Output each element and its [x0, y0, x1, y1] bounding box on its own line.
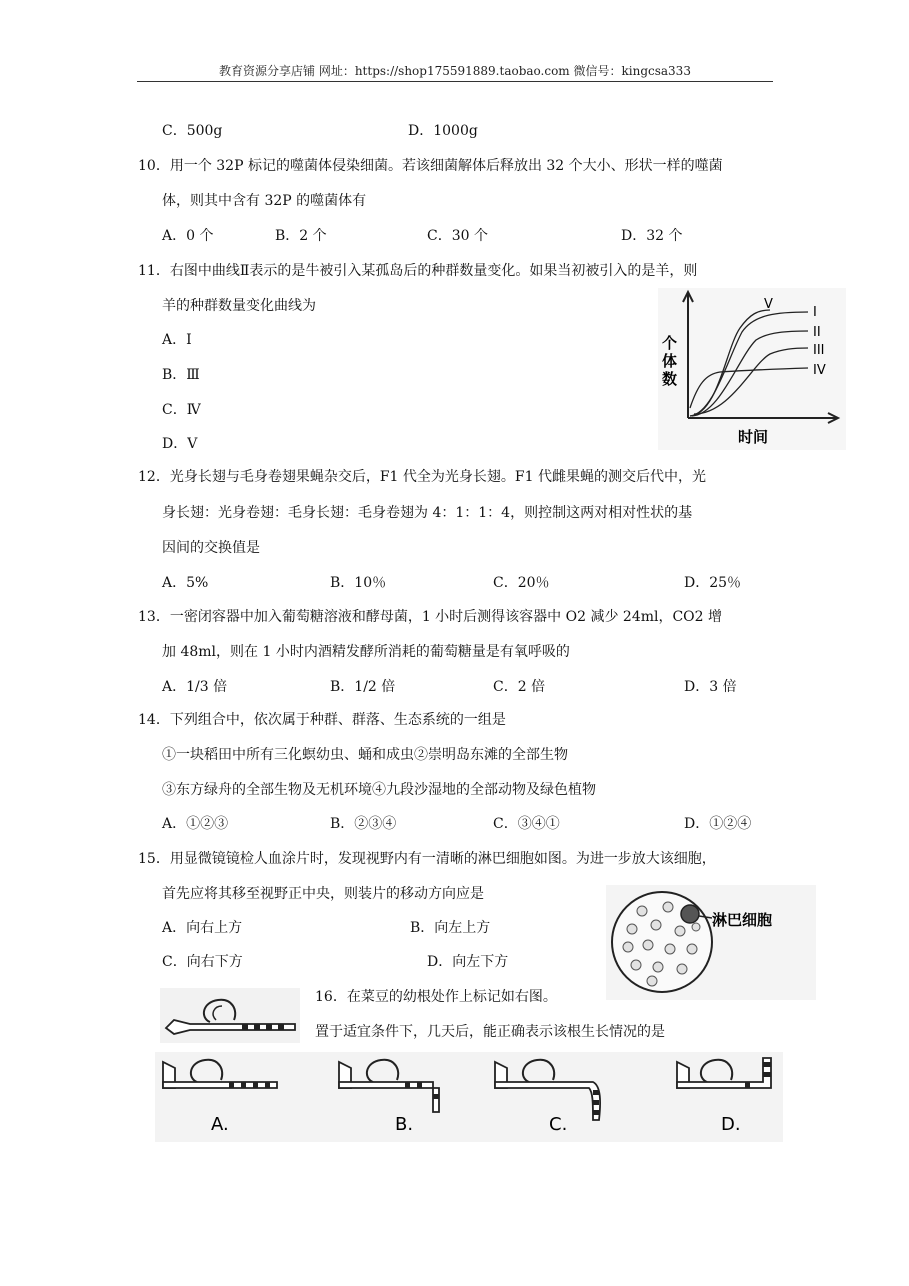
root-mark	[254, 1024, 260, 1030]
q12-stem-line1: 12．光身长翅与毛身卷翅果蝇杂交后，F1 代全为光身长翅。F1 代雌果蝇的测交后代中，光	[138, 469, 706, 485]
choice-label-b: B.	[395, 1114, 414, 1135]
red-blood-cell	[651, 920, 661, 930]
bean-root-marked-figure	[160, 988, 300, 1043]
q15-stem-line1: 15．用显微镜镜检人血涂片时，发现视野内有一清晰的淋巴细胞如图。为进一步放大该细胞，	[138, 851, 716, 867]
q15-option-c: C．向右下方	[162, 954, 243, 970]
red-blood-cell	[653, 962, 663, 972]
curve-label-v: V	[764, 297, 773, 312]
red-blood-cell	[665, 944, 675, 954]
q11-option-c: C．Ⅳ	[162, 402, 201, 418]
red-blood-cell	[647, 976, 657, 986]
q11-option-a: A．I	[162, 332, 192, 348]
q16-stem-line2: 置于适宜条件下，几天后，能正确表示该根生长情况的是	[315, 1024, 665, 1040]
ylabel-char-3: 数	[662, 370, 678, 388]
curve-label-iv: IV	[813, 363, 826, 378]
q14-stem-line1: 14．下列组合中，依次属于种群、群落、生态系统的一组是	[138, 712, 506, 728]
header-rule	[137, 81, 773, 82]
q12-option-c: C．20％	[493, 575, 550, 591]
q12-option-a: A．5%	[162, 575, 209, 591]
q13-stem-line2: 加 48ml，则在 1 小时内酒精发酵所消耗的葡萄糖量是有氧呼吸的	[162, 644, 570, 660]
red-blood-cell	[692, 923, 700, 931]
q15-option-b: B．向左上方	[410, 920, 491, 936]
lymphocyte-label: 淋巴细胞	[712, 911, 773, 929]
q15-stem-line2: 首先应将其移至视野正中央，则装片的移动方向应是	[162, 886, 484, 902]
q10-stem-line1: 10．用一个 32P 标记的噬菌体侵染细菌。若该细菌解体后释放出 32 个大小、形状一样的噬菌	[138, 158, 723, 174]
q14-stem-line3: ③东方绿舟的全部生物及无机环境④九段沙湿地的全部动物及绿色植物	[162, 782, 596, 798]
q12-option-b: B．10％	[330, 575, 387, 591]
root	[163, 1082, 277, 1088]
red-blood-cell	[637, 906, 647, 916]
q14-option-b: B．②③④	[330, 816, 397, 832]
root-mark	[266, 1024, 272, 1030]
q13-option-c: C．2 倍	[493, 679, 546, 695]
red-blood-cell	[663, 902, 673, 912]
red-blood-cell	[675, 926, 685, 936]
q10-option-c: C．30 个	[427, 228, 488, 244]
q13-option-a: A．1/3 倍	[162, 679, 228, 695]
q11-stem-line2: 羊的种群数量变化曲线为	[162, 298, 316, 314]
choice-label-a: A.	[211, 1114, 229, 1135]
q14-option-c: C．③④①	[493, 816, 560, 832]
q10-option-d: D．32 个	[621, 228, 683, 244]
red-blood-cell	[631, 960, 641, 970]
q9-option-c: C．500g	[162, 123, 223, 139]
q11-stem-line1: 11．右图中曲线Ⅱ表示的是牛被引入某孤岛后的种群数量变化。如果当初被引入的是羊，则	[138, 263, 698, 279]
ylabel-char-1: 个	[662, 334, 678, 352]
choice-label-c: C.	[549, 1114, 568, 1135]
root-mark	[278, 1024, 284, 1030]
curve-label-iii: III	[813, 343, 825, 358]
q16-stem-line1: 16．在菜豆的幼根处作上标记如右图。	[315, 989, 557, 1005]
q15-option-d: D．向左下方	[427, 954, 509, 970]
q11-option-d: D．V	[162, 436, 198, 452]
red-blood-cell	[627, 924, 637, 934]
red-blood-cell	[643, 940, 653, 950]
root-mark	[242, 1024, 248, 1030]
q14-option-d: D．①②④	[684, 816, 752, 832]
ylabel-char-2: 体	[662, 352, 678, 370]
q15-option-a: A．向右上方	[162, 920, 243, 936]
curve-label-i: I	[813, 305, 817, 320]
red-blood-cell	[623, 942, 633, 952]
q12-option-d: D．25％	[684, 575, 742, 591]
q10-stem-line2: 体，则其中含有 32P 的噬菌体有	[162, 193, 367, 209]
q11-option-b: B．Ⅲ	[162, 367, 200, 383]
q13-option-d: D．3 倍	[684, 679, 737, 695]
red-blood-cell	[677, 964, 687, 974]
population-curve-figure	[658, 288, 846, 450]
q12-stem-line2: 身长翅：光身卷翅：毛身长翅：毛身卷翅为 4：1：1：4，则控制这两对相对性状的基	[162, 505, 693, 521]
q12-stem-line3: 因间的交换值是	[162, 540, 260, 556]
q14-option-a: A．①②③	[162, 816, 229, 832]
q10-option-b: B．2 个	[275, 228, 327, 244]
page-header: 教育资源分享店铺 网址：https://shop175591889.taobao.com 微信号：kingcsa333	[219, 64, 691, 78]
xlabel: 时间	[738, 428, 769, 446]
q10-option-a: A．0 个	[162, 228, 214, 244]
red-blood-cell	[687, 944, 697, 954]
microscope-field-figure	[606, 885, 816, 1000]
curve-label-ii: II	[813, 325, 821, 340]
q14-stem-line2: ①一块稻田中所有三化螟幼虫、蛹和成虫②崇明岛东滩的全部生物	[162, 747, 568, 763]
choice-label-d: D.	[721, 1114, 741, 1135]
q9-option-d: D．1000g	[408, 123, 478, 139]
q13-stem-line1: 13．一密闭容器中加入葡萄糖溶液和酵母菌，1 小时后测得该容器中 O2 减少 24ml，CO2 增	[138, 609, 723, 625]
lymphocyte	[681, 905, 699, 923]
root-growth-choices-figure	[155, 1052, 783, 1142]
q13-option-b: B．1/2 倍	[330, 679, 396, 695]
